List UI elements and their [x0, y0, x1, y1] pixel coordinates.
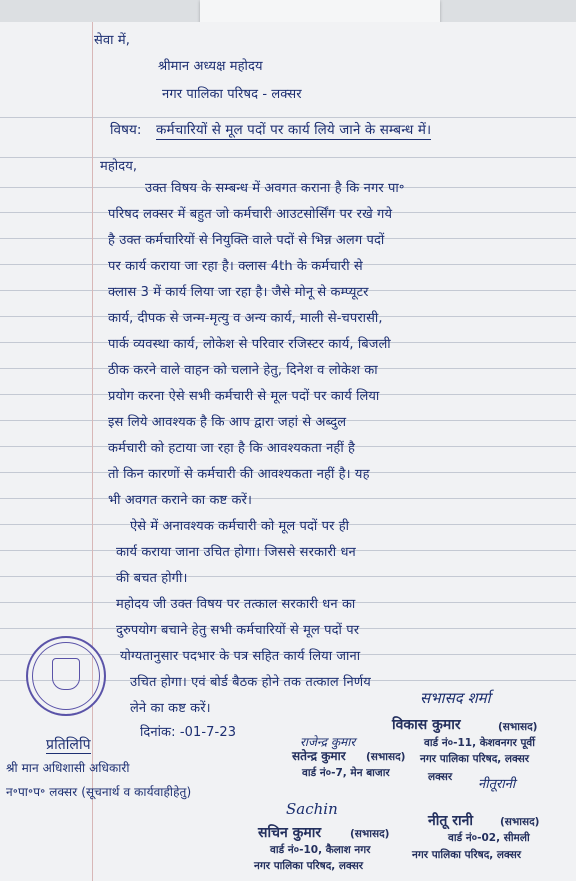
body-line: की बचत होगी। [116, 571, 188, 586]
signatory-name: नीतू रानी [428, 813, 473, 829]
signatory-role: (सभासद) [498, 721, 538, 733]
body-line: प्रयोग करना ऐसे सभी कर्मचारी से मूल पदों पर कार्य लिया [108, 389, 380, 404]
body-line: दुरुपयोग बचाने हेतु सभी कर्मचारियों से मूल पदों पर [116, 623, 360, 638]
body-line: क्लास 3 में कार्य लिया जा रहा है। जैसे मोनू से कम्प्यूटर [108, 285, 369, 300]
body-line: उचित होगा। एवं बोर्ड बैठक होने तक तत्काल निर्णय [130, 675, 371, 690]
copy-line-1: श्री मान अधिशासी अधिकारी [6, 761, 130, 775]
body-line: कर्मचारी को हटाया जा रहा है कि आवश्यकता नहीं है [108, 441, 356, 456]
body-line: पार्क व्यवस्था कार्य, लोकेश से परिवार रजिस्टर कार्य, बिजली [108, 337, 391, 352]
body-line: पर कार्य कराया जा रहा है। क्लास 4th के कर्मचारी से [108, 259, 363, 274]
recipient-line-2: नगर पालिका परिषद - लक्सर [162, 87, 302, 102]
body-line: इस लिये आवश्यक है कि आप द्वारा जहां से अब्दुल [108, 415, 347, 430]
signatory-address-2: नगर पालिका परिषद, लक्सर [420, 753, 530, 765]
signatory-name: सचिन कुमार [258, 825, 322, 841]
signature: नीतूरानी [478, 777, 516, 792]
copy-title: प्रतिलिपि [46, 737, 91, 753]
signature: Sachin [286, 800, 338, 818]
signatory-address: वार्ड नं०-11, केशवनगर पूर्वी [424, 737, 535, 749]
signatory-address: वार्ड नं०-02, सीमली [448, 832, 530, 844]
body-line: कार्य कराया जाना उचित होगा। जिससे सरकारी धन [116, 545, 356, 560]
signature: राजेन्द्र कुमार [300, 735, 356, 749]
body-line: योग्यतानुसार पदभार के पत्र सहित कार्य लिया जाना [120, 649, 361, 664]
signatory-address: वार्ड नं०-10, कैलाश नगर [270, 844, 371, 856]
signatory-address-2: लक्सर [428, 771, 453, 783]
recipient-line-1: श्रीमान अध्यक्ष महोदय [158, 59, 263, 74]
signatory-name: सतेन्द्र कुमार [292, 749, 346, 763]
signatory-name: विकास कुमार [392, 717, 461, 733]
signature: सभासद शर्मा [420, 689, 491, 707]
body-line: है उक्त कर्मचारियों से नियुक्ति वाले पदों से भिन्न अलग पदों [108, 233, 385, 248]
signatory-role: (सभासद) [500, 816, 540, 828]
greeting: महोदय, [100, 159, 138, 174]
body-line: उक्त विषय के सम्बन्ध में अवगत कराना है कि नगर पा॰ [145, 181, 405, 196]
body-line: भी अवगत कराने का कष्ट करें। [108, 493, 252, 508]
subject-text: कर्मचारियों से मूल पदों पर कार्य लिये जाने के सम्बन्ध में। [156, 122, 432, 138]
salutation: सेवा में, [94, 33, 130, 48]
letter-date: दिनांक: -01-7-23 [140, 725, 237, 740]
official-seal-stamp [26, 636, 106, 716]
signatory-role: (सभासद) [366, 751, 406, 763]
margin-line [92, 22, 93, 881]
body-line: ठीक करने वाले वाहन को चलाने हेतु, दिनेश व लोकेश का [108, 363, 378, 378]
emblem-icon [52, 658, 80, 690]
body-line: लेने का कष्ट करें। [130, 701, 211, 716]
signatory-role: (सभासद) [350, 828, 390, 840]
signatory-address-2: नगर पालिका परिषद, लक्सर [412, 849, 522, 861]
signatory-address-2: नगर पालिका परिषद, लक्सर [254, 860, 364, 872]
subject-label: विषय: [110, 122, 142, 138]
body-line: परिषद लक्सर में बहुत जो कर्मचारी आउटसोर्सिंग पर रखे गये [108, 207, 393, 222]
body-line: ऐसे में अनावश्यक कर्मचारी को मूल पदों पर ही [130, 519, 350, 534]
signatory-address: वार्ड नं०-7, मेन बाजार [302, 767, 390, 779]
body-line: महोदय जी उक्त विषय पर तत्काल सरकारी धन का [116, 597, 356, 612]
copy-line-2: न॰पा॰प॰ लक्सर (सूचनार्थ व कार्यवाहीहेतु) [6, 785, 192, 799]
body-line: तो किन कारणों से कर्मचारी की आवश्यकता नहीं है। यह [108, 467, 370, 482]
body-line: कार्य, दीपक से जन्म-मृत्यु व अन्य कार्य, माली से-चपरासी, [108, 311, 383, 326]
